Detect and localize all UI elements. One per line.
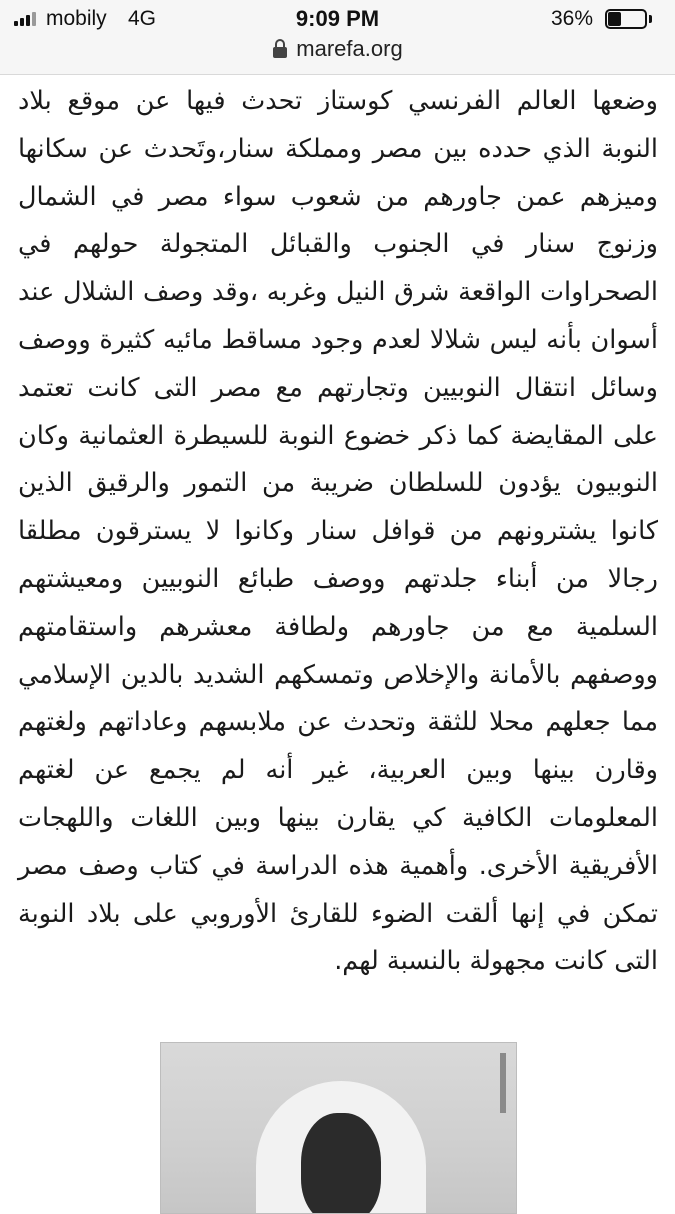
status-time: 9:09 PM	[295, 6, 380, 31]
url-text[interactable]: marefa.org	[296, 36, 403, 61]
article-paragraph: وضعها العالم الفرنسي كوستاز تحدث فيها عن موقع بلاد النوبة الذي حدده بين مصر ومملكة سنار،وتَحدث عن سكانها وميزهم عمن جاورهم من شعوب سواء مصر في الشمال وزنوج سنار في الجنوب والقبائل المتجولة حولهم في الصحراوات الواقعة شرق النيل وغربه ،وقد وصف الشلال عند أسوان بأنه ليس شلالا لعدم وجود مساقط مائيه كثيرة ووصف وسائل انتقال النوبيين وتجارتهم مع مصر التى كانت تعتمد على المقايضة كما ذكر خضوع النوبة للسيطرة العثمانية وكان النوبيون يؤدون للسلطان ضريبة من التمور والرقيق الذين كانوا يشترونهم من قوافل سنار وكانوا لا يسترقون مطلقا رجالا من أبناء جلدتهم ووصف طبائع النوبيين ومعيشتهم السلمية مع من جاورهم ولطافة معشرهم واستقامتهم ووصفهم بالأمانة والإخلاص وتمسكهم الشديد بالدين الإسلامي مما جعلهم محلا للثقة وتحدث عن ملابسهم وعاداتهم ولغتهم وقارن بينها وبين العربية، غير أنه لم يجمع عن لغتهم المعلومات الكافية كي يقارن بينها وبين اللغات واللهجات الأفريقية الأخرى. وأهمية هذه الدراسة في كتاب وصف مصر تمكن في إنها ألقت الضوء للقارئ الأوروبي على بلاد النوبة التى كانت مجهولة بالنسبة لهم.	[18, 86, 658, 977]
photo-portrait	[301, 1113, 381, 1214]
lock-icon	[272, 39, 288, 59]
network-type: 4G	[128, 7, 157, 30]
carrier-name: mobily	[46, 7, 107, 30]
status-bar	[0, 0, 675, 38]
address-bar[interactable]	[0, 36, 675, 68]
battery-icon	[605, 9, 653, 29]
battery-percentage: 36%	[550, 7, 593, 30]
article-photo	[160, 1042, 517, 1214]
photo-caption-strip	[500, 1053, 506, 1113]
browser-top-bar	[0, 0, 675, 75]
